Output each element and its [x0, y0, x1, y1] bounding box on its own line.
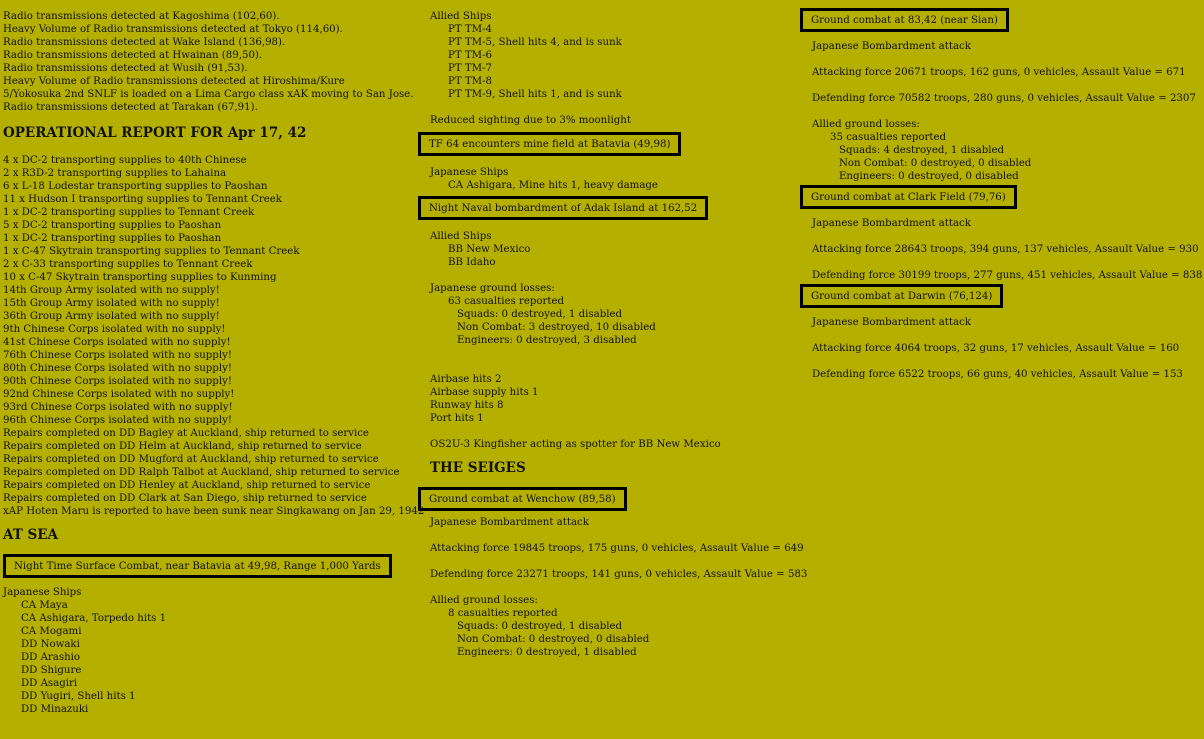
ship-entry: PT TM-4	[448, 24, 493, 35]
bombardment-attack-text: Japanese Bombardment attack	[812, 317, 971, 328]
operation-line: Repairs completed on DD Ralph Talbot at Auckland, ship returned to service	[3, 467, 400, 478]
clark-box-row	[812, 185, 1202, 211]
operation-line: Repairs completed on DD Clark at San Diego, ship returned to service	[3, 493, 367, 504]
allied-ground-losses-label: Allied ground losses:	[812, 119, 920, 130]
moonlight-text: Reduced sighting due to 3% moonlight	[430, 115, 631, 126]
noncombat-text: Non Combat: 0 destroyed, 0 disabled	[457, 634, 650, 645]
attacking-force-text: Attacking force 19845 troops, 175 guns, 0 vehicles, Assault Value = 649	[430, 543, 804, 554]
engineers-text: Engineers: 0 destroyed, 0 disabled	[839, 171, 1019, 182]
report-column-right	[812, 6, 1202, 381]
at-sea-heading: AT SEA	[3, 527, 58, 543]
operation-line: 41st Chinese Corps isolated with no supply!	[3, 337, 231, 348]
ship-entry: CA Ashigara, Mine hits 1, heavy damage	[448, 180, 658, 191]
naval-bombardment-box: Night Naval bombardment of Adak Island at 162,52	[418, 196, 708, 220]
ground-losses-label: Japanese ground losses:	[430, 283, 555, 294]
operation-line: 4 x DC-2 transporting supplies to 40th Chinese	[3, 155, 247, 166]
ship-entry: PT TM-5, Shell hits 4, and is sunk	[448, 37, 622, 48]
sian-combat-box: Ground combat at 83,42 (near Sian)	[800, 8, 1009, 32]
damage-line: Airbase hits 2	[430, 374, 502, 385]
bombardment-box-row	[430, 196, 805, 222]
operation-line: 1 x DC-2 transporting supplies to Tennant Creek	[3, 207, 255, 218]
operation-line: 1 x DC-2 transporting supplies to Paoshan	[3, 233, 222, 244]
attacking-force-text: Attacking force 4064 troops, 32 guns, 17 vehicles, Assault Value = 160	[812, 343, 1180, 354]
casualties-text: 63 casualties reported	[448, 296, 565, 307]
intel-line: Radio transmissions detected at Tarakan (67,91).	[3, 102, 258, 113]
operation-line: Repairs completed on DD Bagley at Auckland, ship returned to service	[3, 428, 369, 439]
intel-line: Radio transmissions detected at Hwainan (89,50).	[3, 50, 263, 61]
surface-combat-box-row	[15, 554, 423, 580]
operation-line: 14th Group Army isolated with no supply!	[3, 285, 220, 296]
operation-line: 11 x Hudson I transporting supplies to Tennant Creek	[3, 194, 282, 205]
intel-list	[3, 10, 423, 114]
mine-box-row	[430, 132, 805, 158]
ship-entry: PT TM-6	[448, 50, 493, 61]
ship-entry: DD Yugiri, Shell hits 1	[21, 691, 136, 702]
ship-entry: CA Maya	[21, 600, 68, 611]
wenchow-box-row	[430, 487, 805, 513]
squads-text: Squads: 4 destroyed, 1 disabled	[839, 145, 1005, 156]
ship-entry: PT TM-9, Shell hits 1, and is sunk	[448, 89, 622, 100]
intel-line: Radio transmissions detected at Kagoshima (102,60).	[3, 11, 280, 22]
ship-entry: DD Asagiri	[21, 678, 78, 689]
operation-line: 9th Chinese Corps isolated with no supply!	[3, 324, 226, 335]
allied-ground-losses-label: Allied ground losses:	[430, 595, 538, 606]
clark-field-combat-box: Ground combat at Clark Field (79,76)	[800, 185, 1017, 209]
damage-line: Port hits 1	[430, 413, 484, 424]
japanese-ships-label: Japanese Ships	[3, 587, 82, 598]
mine-field-box: TF 64 encounters mine field at Batavia (49,98)	[418, 132, 681, 156]
defending-force-text: Defending force 6522 troops, 66 guns, 40 vehicles, Assault Value = 153	[812, 369, 1183, 380]
allied-ships-label: Allied Ships	[430, 11, 492, 22]
ship-entry: PT TM-8	[448, 76, 493, 87]
surface-combat-box: Night Time Surface Combat, near Batavia at 49,98, Range 1,000 Yards	[3, 554, 392, 578]
operation-line: 2 x C-33 transporting supplies to Tennant Creek	[3, 259, 253, 270]
defending-force-text: Defending force 30199 troops, 277 guns, 451 vehicles, Assault Value = 838	[812, 270, 1203, 281]
ship-entry: BB New Mexico	[448, 244, 531, 255]
ship-entry: DD Nowaki	[21, 639, 80, 650]
operation-line: Repairs completed on DD Helm at Auckland, ship returned to service	[3, 441, 362, 452]
intel-line: Radio transmissions detected at Wake Island (136,98).	[3, 37, 286, 48]
noncombat-text: Non Combat: 0 destroyed, 0 disabled	[839, 158, 1032, 169]
allied-ships-list	[430, 23, 805, 101]
casualties-text: 8 casualties reported	[448, 608, 558, 619]
japanese-ships-label-mid: Japanese Ships	[430, 167, 509, 178]
attacking-force-text: Attacking force 28643 troops, 394 guns, 137 vehicles, Assault Value = 930	[812, 244, 1199, 255]
wenchow-combat-box: Ground combat at Wenchow (89,58)	[418, 487, 627, 511]
spotter-text: OS2U-3 Kingfisher acting as spotter for BB New Mexico	[430, 439, 721, 450]
damage-line: Airbase supply hits 1	[430, 387, 539, 398]
darwin-combat-box: Ground combat at Darwin (76,124)	[800, 284, 1003, 308]
casualties-text: 35 casualties reported	[830, 132, 947, 143]
ship-entry: DD Minazuki	[21, 704, 89, 715]
airbase-hits-list	[430, 373, 805, 425]
operation-line: 92nd Chinese Corps isolated with no supply!	[3, 389, 235, 400]
report-column-middle	[429, 10, 808, 659]
intel-line: Heavy Volume of Radio transmissions detected at Tokyo (114,60).	[3, 24, 343, 35]
operation-line: 76th Chinese Corps isolated with no supply!	[3, 350, 232, 361]
intel-line: Heavy Volume of Radio transmissions detected at Hiroshima/Kure	[3, 76, 345, 87]
damage-line: Runway hits 8	[430, 400, 504, 411]
operation-line: 15th Group Army isolated with no supply!	[3, 298, 220, 309]
operation-line: 96th Chinese Corps isolated with no supply!	[3, 415, 232, 426]
operation-line: 36th Group Army isolated with no supply!	[3, 311, 220, 322]
japanese-ships-list	[3, 599, 423, 716]
attacking-force-text: Attacking force 20671 troops, 162 guns, 0 vehicles, Assault Value = 671	[812, 67, 1186, 78]
intel-line: Radio transmissions detected at Wusih (91,53).	[3, 63, 248, 74]
squads-text: Squads: 0 destroyed, 1 disabled	[457, 621, 623, 632]
operation-line: Repairs completed on DD Henley at Auckland, ship returned to service	[3, 480, 371, 491]
bombardment-attack-text: Japanese Bombardment attack	[812, 41, 971, 52]
operation-line: 6 x L-18 Lodestar transporting supplies to Paoshan	[3, 181, 268, 192]
operation-line: 2 x R3D-2 transporting supplies to Lahaina	[3, 168, 227, 179]
operational-report-heading: OPERATIONAL REPORT FOR Apr 17, 42	[3, 125, 307, 141]
ship-entry: PT TM-7	[448, 63, 493, 74]
defending-force-text: Defending force 70582 troops, 280 guns, 0 vehicles, Assault Value = 2307	[812, 93, 1196, 104]
ops-list	[3, 154, 423, 518]
ship-entry: DD Arashio	[21, 652, 81, 663]
engineers-text: Engineers: 0 destroyed, 3 disabled	[457, 335, 637, 346]
ship-entry: DD Shigure	[21, 665, 82, 676]
intel-line: 5/Yokosuka 2nd SNLF is loaded on a Lima Cargo class xAK moving to San Jose.	[3, 89, 414, 100]
squads-text: Squads: 0 destroyed, 1 disabled	[457, 309, 623, 320]
operation-line: 80th Chinese Corps isolated with no supply!	[3, 363, 232, 374]
operation-line: 10 x C-47 Skytrain transporting supplies to Kunming	[3, 272, 277, 283]
operation-line: 93rd Chinese Corps isolated with no supply!	[3, 402, 233, 413]
allied-ships-list-2	[430, 243, 805, 269]
operation-line: 5 x DC-2 transporting supplies to Paoshan	[3, 220, 222, 231]
operation-line: 1 x C-47 Skytrain transporting supplies to Tennant Creek	[3, 246, 300, 257]
noncombat-text: Non Combat: 3 destroyed, 10 disabled	[457, 322, 656, 333]
operation-line: Repairs completed on DD Mugford at Auckland, ship returned to service	[3, 454, 379, 465]
sian-box-row	[812, 8, 1202, 34]
ship-entry: CA Mogami	[21, 626, 82, 637]
bombardment-attack-text: Japanese Bombardment attack	[812, 218, 971, 229]
report-column-left	[3, 10, 423, 716]
operation-line: xAP Hoten Maru is reported to have been sunk near Singkawang on Jan 29, 1942	[3, 506, 425, 517]
engineers-text: Engineers: 0 destroyed, 1 disabled	[457, 647, 637, 658]
ship-entry: CA Ashigara, Torpedo hits 1	[21, 613, 167, 624]
darwin-box-row	[812, 284, 1202, 310]
operation-line: 90th Chinese Corps isolated with no supply!	[3, 376, 232, 387]
bombardment-attack-text: Japanese Bombardment attack	[430, 517, 589, 528]
ship-entry: BB Idaho	[448, 257, 496, 268]
seiges-heading: THE SEIGES	[430, 460, 526, 476]
allied-ships-label-2: Allied Ships	[430, 231, 492, 242]
defending-force-text: Defending force 23271 troops, 141 guns, 0 vehicles, Assault Value = 583	[430, 569, 808, 580]
